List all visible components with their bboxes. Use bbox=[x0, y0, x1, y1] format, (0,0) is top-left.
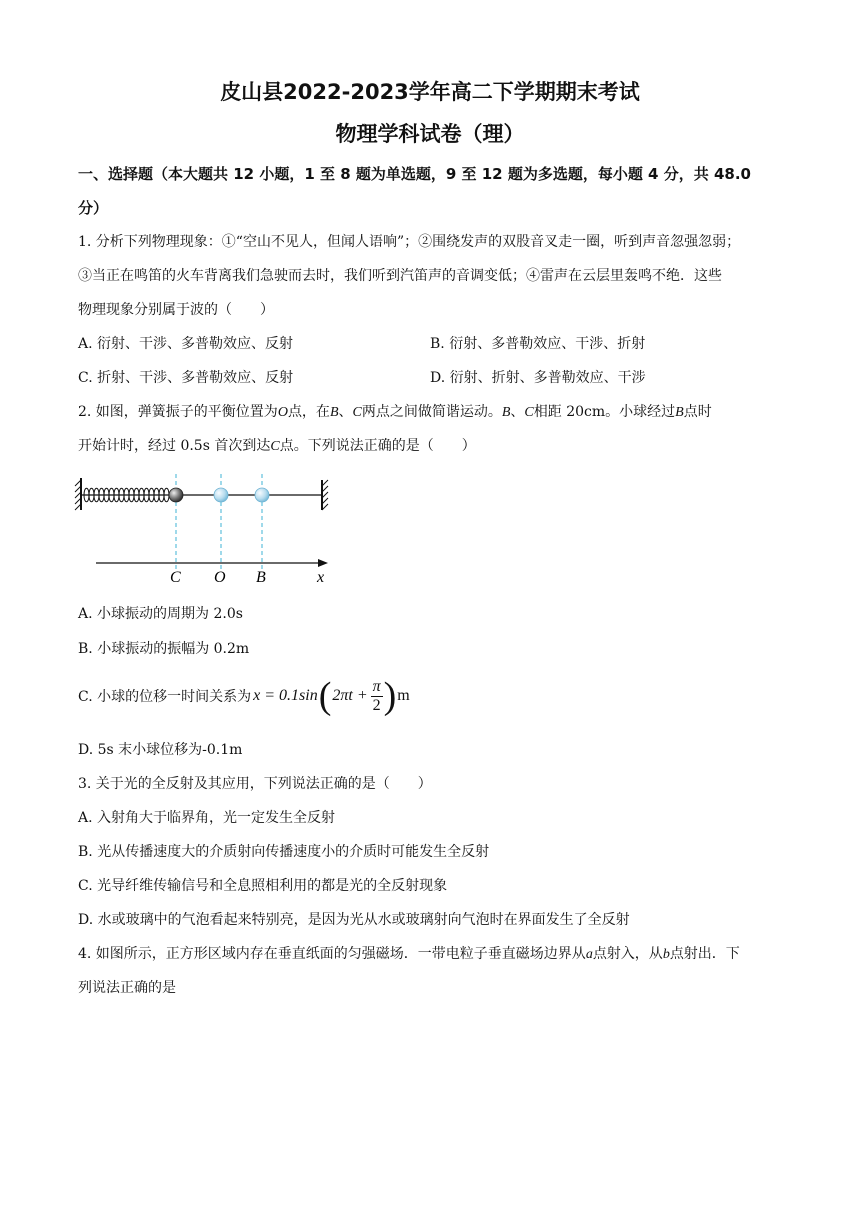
q1-option-d: D. 衍射、折射、多普勒效应、干涉 bbox=[430, 370, 646, 386]
ball-at-o bbox=[214, 488, 228, 502]
x-axis-arrow bbox=[318, 559, 328, 567]
q3-option-b: B. 光从传播速度大的介质射向传播速度小的介质时可能发生全反射 bbox=[78, 844, 490, 860]
q3-option-c: C. 光导纤维传输信号和全息照相利用的都是光的全反射现象 bbox=[78, 878, 448, 894]
right-paren: ) bbox=[383, 675, 397, 717]
label-x: x bbox=[317, 569, 325, 586]
fraction bbox=[371, 678, 383, 715]
left-paren: ( bbox=[318, 675, 332, 717]
label-c: C bbox=[170, 569, 181, 586]
exam-title: 皮山县2022-2023学年高二下学期期末考试 bbox=[220, 80, 640, 104]
exam-subtitle: 物理学科试卷（理） bbox=[335, 122, 525, 146]
formula-unit: m bbox=[397, 687, 410, 704]
q2-option-c-text: C. 小球的位移一时间关系为 bbox=[78, 689, 252, 705]
q4-stem-line2: 列说法正确的是 bbox=[78, 980, 176, 996]
q1-option-b: B. 衍射、多普勒效应、干涉、折射 bbox=[430, 336, 646, 352]
q2-stem-line2: 开始计时，经过 0.5s 首次到达C点。下列说法正确的是（ ） bbox=[78, 438, 476, 454]
q2-option-d: D. 5s 末小球位移为-0.1m bbox=[78, 742, 243, 758]
q2-option-c bbox=[78, 672, 410, 720]
formula-lhs: x = 0.1sin bbox=[253, 687, 318, 704]
fraction-numerator: π bbox=[372, 677, 381, 695]
label-o: O bbox=[214, 569, 226, 586]
spring-oscillator-figure bbox=[72, 470, 342, 588]
label-b: B bbox=[256, 569, 266, 586]
q1-option-c: C. 折射、干涉、多普勒效应、反射 bbox=[78, 370, 294, 386]
ball-at-c bbox=[169, 488, 183, 502]
displacement-formula bbox=[253, 677, 410, 715]
q3-option-d: D. 水或玻璃中的气泡看起来特别亮，是因为光从水或玻璃射向气泡时在界面发生了全反射 bbox=[78, 912, 630, 928]
q2-option-b: B. 小球振动的振幅为 0.2m bbox=[78, 641, 250, 657]
fraction-denominator: 2 bbox=[372, 696, 381, 714]
q4-stem-line1: 4. 如图所示，正方形区域内存在垂直纸面的匀强磁场．一带电粒子垂直磁场边界从a点射入，从b点射出．下 bbox=[78, 946, 740, 962]
q1-stem-line3: 物理现象分别属于波的（ ） bbox=[78, 302, 274, 318]
section-heading-line1: 一、选择题（本大题共 12 小题，1 至 8 题为单选题，9 至 12 题为多选题，每小题 4 分，共 48.0 bbox=[78, 165, 751, 183]
ball-at-b bbox=[255, 488, 269, 502]
q1-option-a: A. 衍射、干涉、多普勒效应、反射 bbox=[78, 336, 294, 352]
q3-stem: 3. 关于光的全反射及其应用，下列说法正确的是（ ） bbox=[78, 776, 432, 792]
q1-stem-line2: ③当正在鸣笛的火车背离我们急驶而去时，我们听到汽笛声的音调变低；④雷声在云层里轰鸣不绝．这些 bbox=[78, 268, 722, 284]
q2-option-a: A. 小球振动的周期为 2.0s bbox=[78, 606, 243, 622]
q1-stem-line1: 1. 分析下列物理现象：①“空山不见人，但闻人语响”；②围绕发声的双股音叉走一圈，听到声音忽强忽弱； bbox=[78, 234, 741, 250]
q3-option-a: A. 入射角大于临界角，光一定发生全反射 bbox=[78, 810, 336, 826]
q2-stem-line1: 2. 如图，弹簧振子的平衡位置为O点，在B、C两点之间做简谐运动。B、C相距 20cm。小球经过B点时 bbox=[78, 404, 712, 420]
formula-arg: 2πt + bbox=[332, 687, 368, 704]
section-heading-line2: 分） bbox=[78, 199, 109, 217]
